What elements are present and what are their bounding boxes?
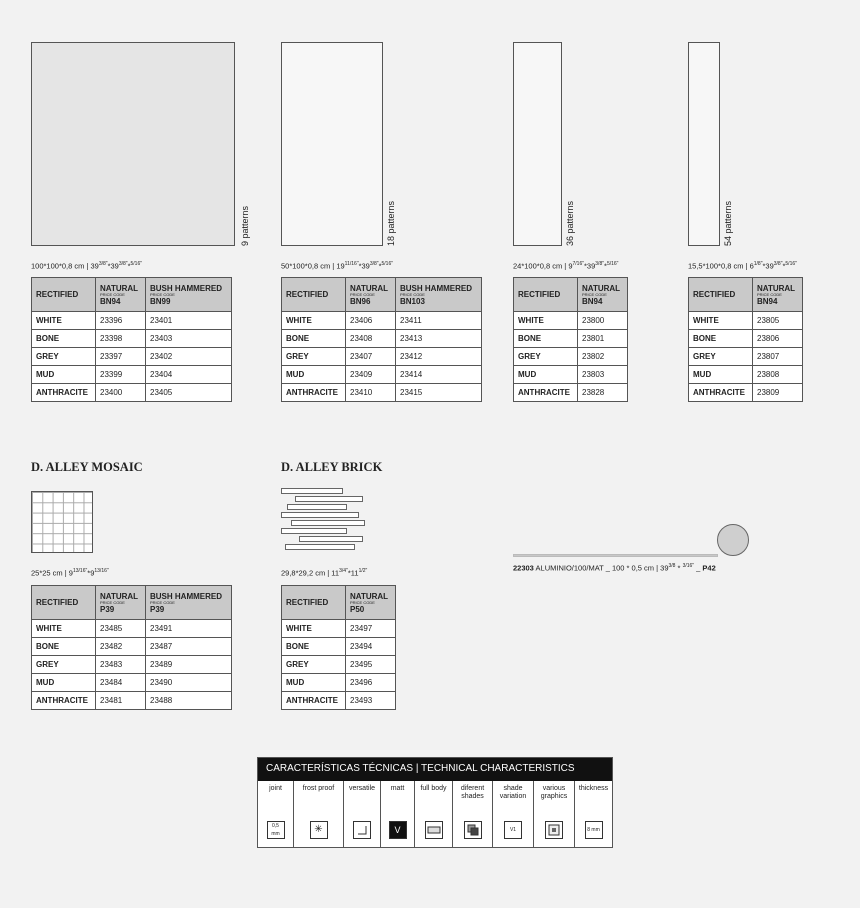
matt-icon: V [389, 821, 407, 839]
tile-swatch-24x100 [513, 42, 562, 246]
profile-description: 22303 ALUMINIO/100/MAT _ 100 * 0,5 cm | $39^{3/8} * ^{3/16"}$ _ P42 [513, 563, 716, 573]
col-header: NATURAL PRICE CODE BN96 [346, 278, 396, 312]
table-row: BONE 23398 23403 [32, 330, 232, 348]
full-body-icon [425, 821, 443, 839]
table-row: MUD 23496 [282, 674, 396, 692]
size-text: 24*100*0,8 cm | $9^{7/16"}*39^{3/8"}*^{5/16"}$ [513, 261, 619, 271]
table-row: MUD 23808 [689, 366, 803, 384]
table-row: MUD 23399 23404 [32, 366, 232, 384]
table-row: GREY 23407 23412 [282, 348, 482, 366]
table-row: BONE 23408 23413 [282, 330, 482, 348]
mosaic-swatch [31, 491, 93, 553]
col-header: RECTIFIED [282, 586, 346, 620]
graphics-icon [545, 821, 563, 839]
table-row: GREY 23802 [514, 348, 628, 366]
table-row: WHITE 23805 [689, 312, 803, 330]
table-row: ANTHRACITE 23410 23415 [282, 384, 482, 402]
size-text: 29,8*29,2 cm | $11^{3/4"}*11^{1/2"}$ [281, 568, 368, 578]
spec-table [688, 277, 803, 402]
table-row: BONE 23494 [282, 638, 396, 656]
patterns-label: 54 patterns [723, 200, 733, 246]
shades-icon [464, 821, 482, 839]
table-row: ANTHRACITE 23809 [689, 384, 803, 402]
table-row: WHITE 23800 [514, 312, 628, 330]
table-row: WHITE 23497 [282, 620, 396, 638]
table-row: ANTHRACITE 23828 [514, 384, 628, 402]
spec-table [513, 277, 628, 402]
table-row: MUD 23484 23490 [32, 674, 232, 692]
table-row: GREY 23807 [689, 348, 803, 366]
snowflake-icon: ✳ [310, 821, 328, 839]
table-row: GREY 23483 23489 [32, 656, 232, 674]
thickness-icon: 8 mm [585, 821, 603, 839]
col-header: NATURAL PRICE CODE P39 [96, 586, 146, 620]
col-header: RECTIFIED [689, 278, 753, 312]
patterns-label: 18 patterns [386, 200, 396, 246]
tile-swatch-100x100 [31, 42, 235, 246]
col-header: RECTIFIED [514, 278, 578, 312]
table-row: MUD 23803 [514, 366, 628, 384]
table-row: ANTHRACITE 23400 23405 [32, 384, 232, 402]
table-row: BONE 23801 [514, 330, 628, 348]
joint-icon: 0,5 mm [267, 821, 285, 839]
size-text: 50*100*0,8 cm | $19^{11/16"}*39^{3/8"}*^{5/16"}$ [281, 261, 394, 271]
col-header: BUSH HAMMERED PRICE CODE BN103 [396, 278, 482, 312]
table-row: BONE 23806 [689, 330, 803, 348]
section-title-brick: D. ALLEY BRICK [281, 460, 383, 474]
tile-swatch-15x100 [688, 42, 720, 246]
table-row: GREY 23397 23402 [32, 348, 232, 366]
col-header: NATURAL PRICE CODE BN94 [96, 278, 146, 312]
col-header: RECTIFIED [32, 586, 96, 620]
col-header: NATURAL PRICE CODE BN94 [753, 278, 803, 312]
tech-title: CARACTERÍSTICAS TÉCNICAS | TECHNICAL CHARACTERISTICS [258, 758, 612, 781]
table-row: WHITE 23396 23401 [32, 312, 232, 330]
size-text: 100*100*0,8 cm | $39^{3/8"}*39^{3/8"}*^{5/16"}$ [31, 261, 143, 271]
patterns-label: 9 patterns [240, 205, 250, 246]
table-row: ANTHRACITE 23481 23488 [32, 692, 232, 710]
shade-variation-icon: V1 [504, 821, 522, 839]
size-text: 25*25 cm | $9^{13/16"}*9^{13/16"}$ [31, 568, 109, 578]
section-title-mosaic: D. ALLEY MOSAIC [31, 460, 143, 474]
table-row: MUD 23409 23414 [282, 366, 482, 384]
patterns-label: 36 patterns [565, 200, 575, 246]
spec-table [281, 277, 482, 402]
table-row: ANTHRACITE 23493 [282, 692, 396, 710]
table-row: GREY 23495 [282, 656, 396, 674]
spec-table [31, 585, 232, 710]
col-header: RECTIFIED [282, 278, 346, 312]
corner-icon [353, 821, 371, 839]
col-header: NATURAL PRICE CODE P50 [346, 586, 396, 620]
brick-swatch [281, 488, 367, 552]
profile-bar [513, 554, 718, 557]
technical-characteristics: CARACTERÍSTICAS TÉCNICAS | TECHNICAL CHARACTERISTICS joint 0,5 mm frost proof ✳ versatile matt V full body diferent shades shade variation V1 various graphics thickness 8 mm [257, 757, 613, 848]
col-header: NATURAL PRICE CODE BN94 [578, 278, 628, 312]
profile-section-circle [717, 524, 749, 556]
col-header: BUSH HAMMERED PRICE CODE BN99 [146, 278, 232, 312]
table-row: WHITE 23485 23491 [32, 620, 232, 638]
spec-table [281, 585, 396, 710]
tile-swatch-50x100 [281, 42, 383, 246]
table-row: WHITE 23406 23411 [282, 312, 482, 330]
table-row: BONE 23482 23487 [32, 638, 232, 656]
col-header: RECTIFIED [32, 278, 96, 312]
col-header: BUSH HAMMERED PRICE CODE P39 [146, 586, 232, 620]
size-text: 15,5*100*0,8 cm | $6^{1/8"}*39^{3/8"}*^{5/16"}$ [688, 261, 797, 271]
spec-table [31, 277, 232, 402]
